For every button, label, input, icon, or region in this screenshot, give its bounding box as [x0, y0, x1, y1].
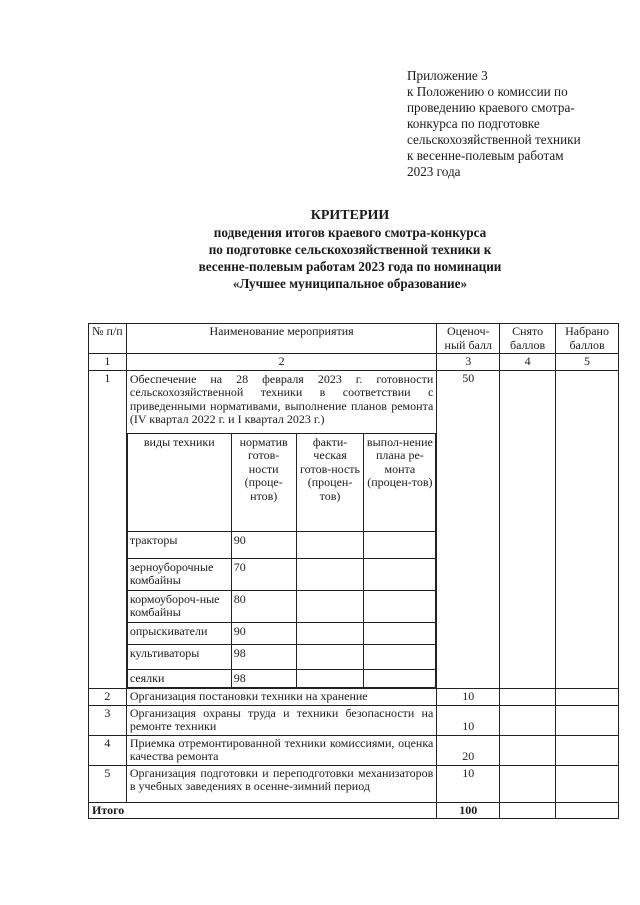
- total-gained: [556, 802, 619, 819]
- header-gained: Набрано баллов: [556, 324, 619, 354]
- row-removed: [500, 689, 556, 706]
- row-gained: [556, 765, 619, 802]
- subtable-row: [127, 644, 435, 669]
- total-score: 100: [437, 802, 500, 819]
- sub-header-norm: норматив готов-ности (проце-нтов): [231, 433, 296, 531]
- col-number: 2: [126, 354, 436, 371]
- row-text: Организация подготовки и переподготовки механизаторов в учебных заведениях в осенне-зимний период: [126, 765, 436, 802]
- table-row: [89, 370, 619, 689]
- column-numbers-row: [89, 354, 619, 371]
- equipment-kind: опрыскиватели: [127, 622, 231, 644]
- annex-line: к весенне-полевым работам: [407, 148, 564, 163]
- subtable-row: [127, 558, 435, 590]
- row-criterion: [126, 370, 436, 689]
- row-num: 3: [89, 705, 127, 735]
- actual-value: [296, 558, 364, 590]
- row-num: 1: [89, 370, 127, 689]
- sub-header-plan: выпол-нение плана ре-монта (процен-тов): [364, 433, 436, 531]
- actual-value: [296, 531, 364, 558]
- actual-value: [296, 669, 364, 688]
- header-removed: Снято баллов: [500, 324, 556, 354]
- col-number: 4: [500, 354, 556, 371]
- title-line: КРИТЕРИИ: [310, 208, 390, 223]
- norm-value: 98: [231, 669, 296, 688]
- title-line: весенне-полевым работам 2023 года по номинации: [198, 259, 502, 274]
- equipment-kind: зерноуборочные комбайны: [127, 558, 231, 590]
- plan-value: [364, 622, 436, 644]
- row-score: 10: [437, 689, 500, 706]
- row-removed: [500, 370, 556, 689]
- criteria-table: [88, 323, 619, 819]
- annex-line: проведению краевого смотра-: [407, 100, 575, 115]
- annex-line: Приложение 3: [407, 68, 488, 83]
- annex-line: конкурса по подготовке: [407, 116, 540, 131]
- row-gained: [556, 689, 619, 706]
- equipment-kind: культиваторы: [127, 644, 231, 669]
- row-gained: [556, 705, 619, 735]
- title-line: подведения итогов краевого смотра-конкурса: [213, 225, 487, 240]
- table-row: [89, 689, 619, 706]
- total-label: Итого: [89, 802, 437, 819]
- norm-value: 98: [231, 644, 296, 669]
- equipment-kind: тракторы: [127, 531, 231, 558]
- row-gained: [556, 370, 619, 689]
- subtable-row: [127, 622, 435, 644]
- annex-note: [407, 68, 632, 180]
- table-header-row: [89, 324, 619, 354]
- norms-subtable: [127, 433, 436, 689]
- row-text: Организация охраны труда и техники безопасности на ремонте техники: [126, 705, 436, 735]
- document-title: [150, 207, 550, 292]
- plan-value: [364, 669, 436, 688]
- header-score: Оценоч-ный балл: [437, 324, 500, 354]
- plan-value: [364, 558, 436, 590]
- row-gained: [556, 735, 619, 765]
- subtable-row: [127, 531, 435, 558]
- title-line: по подготовке сельскохозяйственной техники к: [208, 242, 492, 257]
- equipment-kind: кормоубороч-ные комбайны: [127, 590, 231, 622]
- equipment-kind: сеялки: [127, 669, 231, 688]
- row-removed: [500, 705, 556, 735]
- header-num: № п/п: [89, 324, 127, 354]
- row-text: Приемка отремонтированной техники комиссиями, оценка качества ремонта: [126, 735, 436, 765]
- sub-header-actual: факти-ческая готов-ность (процен-тов): [296, 433, 364, 531]
- norm-value: 80: [231, 590, 296, 622]
- norm-value: 90: [231, 531, 296, 558]
- row-text: Обеспечение на 28 февраля 2023 г. готовности сельскохозяйственной техники в соответствии с приведенными нормативами, выполнение планов ремонта (IV квартал 2022 г. и I квартал 2023 г.): [129, 371, 434, 426]
- table-row: [89, 765, 619, 802]
- col-number: 5: [556, 354, 619, 371]
- row-score: 50: [437, 370, 500, 689]
- annex-line: 2023 года: [407, 164, 461, 179]
- col-number: 3: [437, 354, 500, 371]
- actual-value: [296, 622, 364, 644]
- title-line: «Лучшее муниципальное образование»: [232, 276, 468, 291]
- header-name: Наименование мероприятия: [126, 324, 436, 354]
- plan-value: [364, 590, 436, 622]
- col-number: 1: [89, 354, 127, 371]
- row-num: 2: [89, 689, 127, 706]
- plan-value: [364, 531, 436, 558]
- table-row: [89, 735, 619, 765]
- norm-value: 90: [231, 622, 296, 644]
- annex-line: к Положению о комиссии по: [407, 84, 568, 99]
- annex-line: сельскохозяйственной техники: [407, 132, 581, 147]
- norm-value: 70: [231, 558, 296, 590]
- row-removed: [500, 735, 556, 765]
- subtable-row: [127, 590, 435, 622]
- actual-value: [296, 644, 364, 669]
- row-num: 4: [89, 735, 127, 765]
- actual-value: [296, 590, 364, 622]
- total-removed: [500, 802, 556, 819]
- subtable-row: [127, 669, 435, 688]
- row-score: 20: [437, 735, 500, 765]
- row-num: 5: [89, 765, 127, 802]
- row-score: 10: [437, 705, 500, 735]
- subtable-header-row: [127, 433, 435, 531]
- row-score: 10: [437, 765, 500, 802]
- row-text: Организация постановки техники на хранение: [126, 689, 436, 706]
- row-removed: [500, 765, 556, 802]
- table-row: [89, 705, 619, 735]
- sub-header-kind: виды техники: [127, 433, 231, 531]
- total-row: [89, 802, 619, 819]
- plan-value: [364, 644, 436, 669]
